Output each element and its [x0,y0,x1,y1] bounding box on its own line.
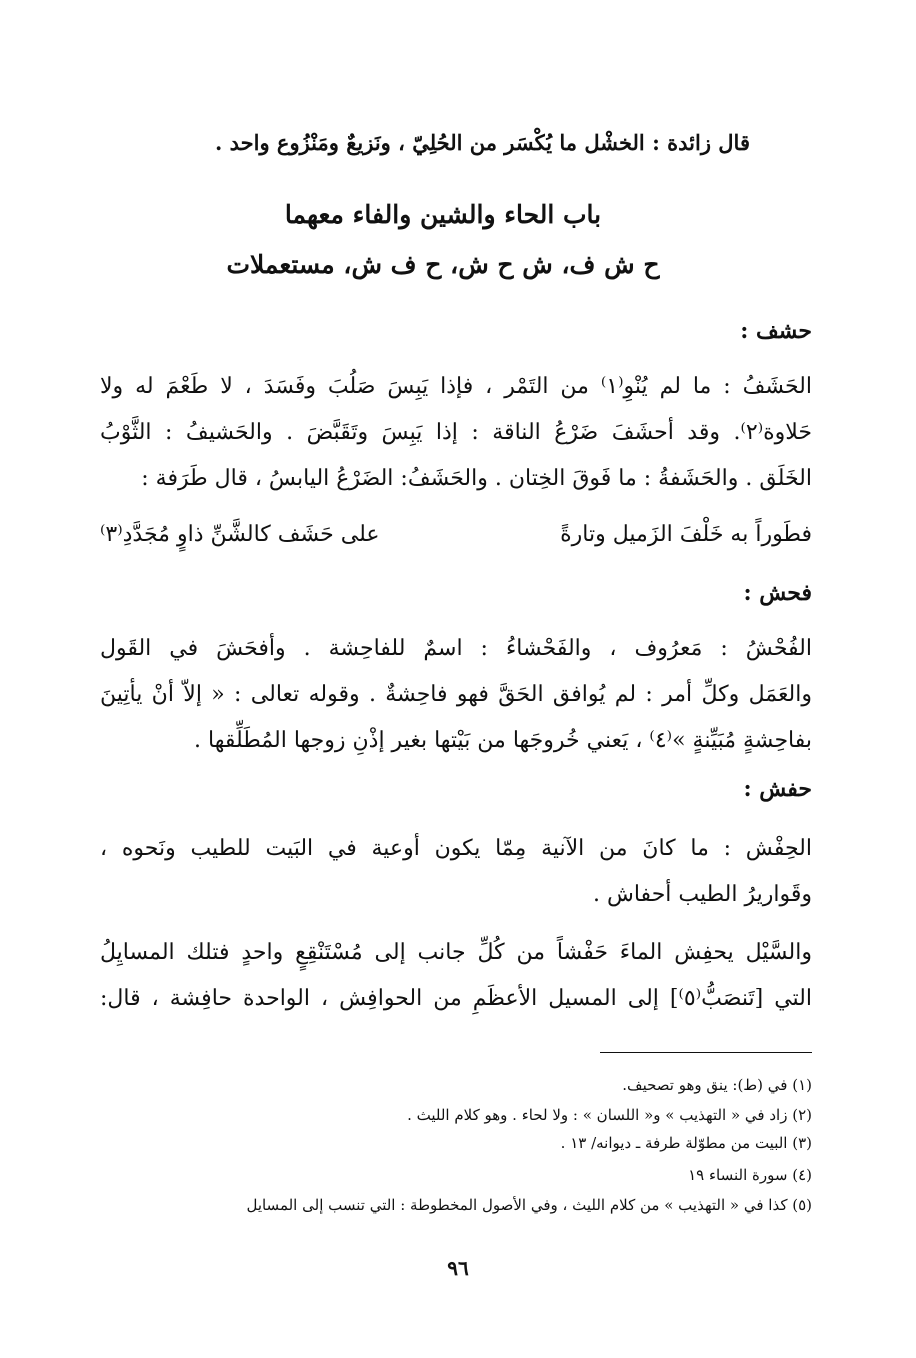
footnote-4: (٤) سورة النساء ١٩ [688,1166,812,1184]
intro-line: قال زائدة : الخشْل ما يُكْسَر من الحُلِيّ ، ونَزيعٌ ومَنْزُوع واحد . [215,130,750,155]
chapter-subtitle: ح ش ف، ش ح ش، ح ف ش، مستعملات [226,250,660,279]
entry-title-hafash: حفش : [743,776,812,802]
entry-line: الفُحْشُ : مَعرُوف ، والفَحْشاءُ : اسمٌ للفاحِشة . وأفحَشَ في القَول [100,636,812,661]
entry-line: حَلاوة⁽٢⁾. وقد أحشَفَ ضَرْعُ الناقة : إذا يَبِسَ وتَقَبَّضَ . والحَشيفُ : الثَّوْبُ [100,420,812,445]
entry-title-hashaf: حشف : [740,318,812,344]
entry-line: الحَشَفُ : ما لم يُنْوِ⁽١⁾ من التَمْر ، فإذا يَبِسَ صَلُبَ وفَسَدَ ، لا طَعْمَ له ولا [100,374,812,399]
footnote-5: (٥) كذا في « التهذيب » من كلام الليث ، وفي الأصول المخطوطة : التي تنسب إلى المسايل [246,1196,812,1214]
footnote-1: (١) في (ط): ينق وهو تصحيف. [622,1076,812,1094]
entry-line: الحِفْش : ما كانَ من الآنية مِمّا يكون أوعية في البَيت للطيب ونَحوه ، [100,836,812,861]
footnote-3: (٣) البيت من مطوّلة طرفة ـ ديوانه/ ١٣ . [560,1134,812,1152]
entry-line: وقَواريرُ الطيب أحفاش . [593,882,812,907]
entry-line: والسَّيْل يحفِش الماءَ حَفْشاً من كُلِّ جانب إلى مُسْتَنْقِعٍ واحدٍ فتلك المسايِلُ [100,940,812,965]
chapter-title: باب الحاء والشين والفاء معهما [284,200,602,229]
entry-line: والعَمَل وكلِّ أمر : لم يُوافق الحَقَّ فهو فاحِشةٌ . وقوله تعالى : « إلاّ أنْ يأتِينَ [100,682,812,707]
footnote-2: (٢) زاد في « التهذيب » و« اللسان » : ولا لحاء . وهو كلام الليث . [407,1106,812,1124]
page-number: ٩٦ [447,1256,469,1280]
verse-first-hemistich: فطَوراً به خَلْفَ الزَميل وتارةً [560,522,812,547]
entry-line: بفاحِشةٍ مُبَيِّنةٍ »⁽٤⁾ ، يَعني خُروجَها من بَيْتها بغير إذْنِ زوجها المُطَلِّقها . [194,728,812,753]
verse-second-hemistich: على حَشَف كالشَّنِّ ذاوٍ مُجَدَّدِ⁽٣⁾ [100,522,380,547]
entry-line: التي [تَنصَبُّ⁽٥⁾] إلى المسيل الأعظَمِ من الحوافِش ، الواحدة حافِشة ، قال: [100,986,812,1011]
footnote-separator [600,1052,812,1053]
entry-line: الخَلَق . والحَشَفةُ : ما فَوقَ الخِتان . والحَشَفُ: الضَرْعُ اليابسُ ، قال طَرَفة : [141,466,812,491]
entry-title-fahush: فحش : [743,580,812,606]
